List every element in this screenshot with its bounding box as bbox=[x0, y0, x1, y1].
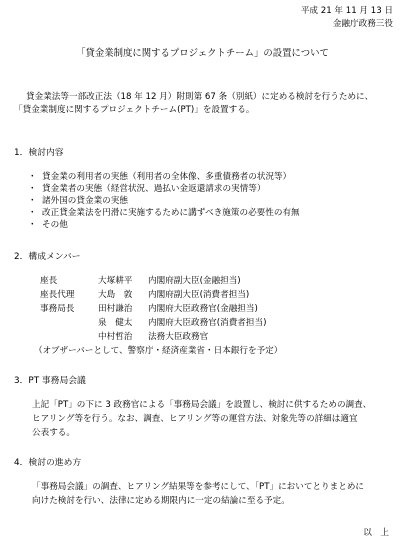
intro-line-1: 貸金業法等一部改正法（18 年 12 月）附則第 67 条（別紙）に定める検討を行うために、 bbox=[26, 92, 374, 102]
member-row bbox=[40, 304, 258, 315]
list-item bbox=[28, 196, 128, 207]
member-row bbox=[40, 332, 208, 343]
bullet-icon: ・ bbox=[28, 196, 37, 206]
member-role: 座長 bbox=[40, 276, 58, 286]
bullet-icon: ・ bbox=[28, 172, 37, 182]
section-1-heading: 1．検討内容 bbox=[14, 148, 64, 158]
member-role: 座長代理 bbox=[40, 290, 75, 300]
observers-note: （オブザーバーとして、警察庁・経済産業省・日本銀行を予定） bbox=[34, 346, 283, 356]
section-4-line: 「事務局会議」の調査、ヒアリング結果等を参考にして、「PT」においてとりまとめに bbox=[32, 482, 365, 492]
member-row bbox=[40, 318, 266, 329]
section-3-line: ヒアリング等を行う。なお、調査、ヒアリング等の運営方法、対象先等の詳細は適宜 bbox=[32, 414, 358, 424]
list-item bbox=[28, 184, 265, 195]
list-item-text: 諸外国の貸金業の実態 bbox=[42, 196, 128, 206]
document-title: 「貸金業制度に関するプロジェクトチーム」の設置について bbox=[76, 48, 329, 59]
member-name: 泉 健太 bbox=[98, 318, 133, 328]
list-item-text: 改正貸金業法を円滑に実施するために講ずべき施策の必要性の有無 bbox=[42, 208, 300, 218]
list-item-text: その他 bbox=[42, 220, 68, 230]
member-name: 中村哲治 bbox=[98, 332, 133, 342]
intro-line-2: 「貸金業制度に関するプロジェクトチーム(PT)」を設置する。 bbox=[14, 105, 255, 115]
member-row bbox=[40, 290, 249, 301]
section-3-line: 公表する。 bbox=[32, 428, 75, 438]
member-name: 田村謙治 bbox=[98, 304, 133, 314]
section-3-line: 上記「PT」の下に 3 政務官による「事務局会議」を設置し、検討に供するための調査、 bbox=[32, 400, 372, 410]
member-title: 内閣府大臣政務官(消費者担当) bbox=[148, 318, 267, 328]
section-2-heading: 2．構成メンバー bbox=[14, 252, 81, 262]
list-item-text: 貸金業の利用者の実態（利用者の全体像、多重債務者の状況等） bbox=[42, 172, 292, 182]
list-item bbox=[28, 220, 68, 231]
section-3-heading: 3．PT 事務局会議 bbox=[14, 376, 86, 386]
section-4-line: 向けた検討を行い、法律に定める期限内に一定の結論に至る予定。 bbox=[32, 496, 290, 506]
list-item-text: 貸金業者の実態（経営状況、過払い金返還請求の実情等） bbox=[42, 184, 266, 194]
bullet-icon: ・ bbox=[28, 220, 37, 230]
member-role: 事務局長 bbox=[40, 304, 75, 314]
member-name: 大塚耕平 bbox=[98, 276, 133, 286]
document-issuer: 金融庁政務三役 bbox=[332, 19, 393, 29]
member-row bbox=[40, 276, 241, 287]
member-title: 内閣府大臣政務官(金融担当) bbox=[148, 304, 258, 314]
member-title: 内閣府副大臣(金融担当) bbox=[148, 276, 241, 286]
bullet-icon: ・ bbox=[28, 208, 37, 218]
closing-mark: 以 上 bbox=[363, 528, 389, 538]
list-item bbox=[28, 172, 291, 183]
document-date: 平成 21 年 11 月 13 日 bbox=[300, 6, 393, 16]
member-title: 法務大臣政務官 bbox=[148, 332, 209, 342]
section-4-heading: 4．検討の進め方 bbox=[14, 458, 82, 468]
list-item bbox=[28, 208, 300, 219]
member-title: 内閣府副大臣(消費者担当) bbox=[148, 290, 250, 300]
bullet-icon: ・ bbox=[28, 184, 37, 194]
member-name: 大島 敦 bbox=[98, 290, 133, 300]
